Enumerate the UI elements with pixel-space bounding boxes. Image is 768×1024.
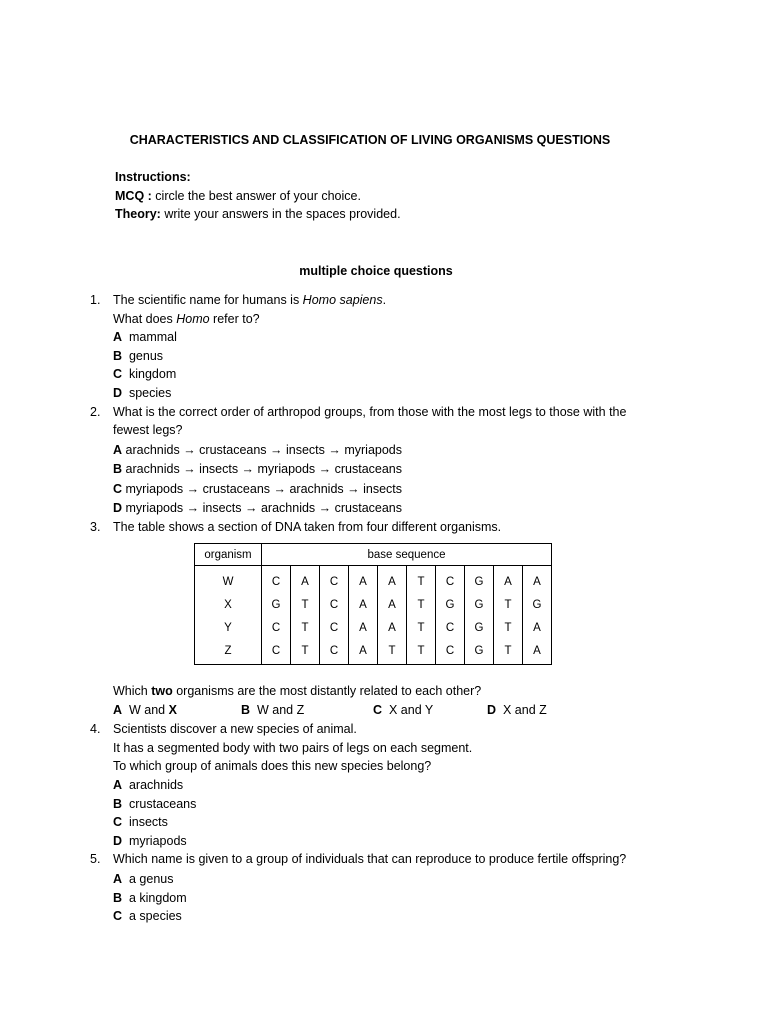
answer-option[interactable] [113,907,182,925]
option-text: myriapods → crustaceans → arachnids → insects [125,482,403,496]
option-text: arachnids → insects → myriapods → crustaceans [125,462,403,476]
option-text: X and Z [502,703,547,717]
base-cell: T [494,639,523,665]
table-row-w [195,566,552,594]
question-text [113,291,386,309]
answer-option[interactable] [113,499,402,517]
base-cell: C [320,639,349,665]
text-fragment: The scientific name for humans is [113,293,303,307]
answer-option[interactable] [113,870,173,888]
answer-option[interactable] [113,795,196,813]
option-letter: A [113,330,123,344]
option-letter: C [113,815,123,829]
answer-option[interactable] [113,328,177,346]
text-fragment: Which [113,684,152,698]
organism-cell: X [195,593,262,616]
option-letter: B [113,349,123,363]
option-text: arachnids → crustaceans → insects → myriapods [125,443,403,457]
section-title: multiple choice questions [299,264,453,278]
option-text: species [128,386,172,400]
answer-option[interactable] [113,701,177,719]
base-cell: A [523,566,552,594]
option-text: X and Y [388,703,434,717]
base-cell: C [436,639,465,665]
option-text: genus [128,349,164,363]
genus-name: Homo [176,312,210,326]
option-letter: B [241,703,251,717]
base-cell: T [291,639,320,665]
instructions-mcq [115,187,361,205]
question-text: Scientists discover a new species of animal. [113,722,357,736]
base-cell: G [262,593,291,616]
answer-option[interactable] [113,347,163,365]
option-text: mammal [128,330,177,344]
answer-option[interactable] [113,832,187,850]
base-cell: T [494,616,523,639]
base-cell: C [320,593,349,616]
question-text [113,310,260,328]
answer-option[interactable] [113,889,187,907]
base-cell: A [494,566,523,594]
page-title: CHARACTERISTICS AND CLASSIFICATION OF LIVING ORGANISMS QUESTIONS [129,133,611,147]
question-text: The table shows a section of DNA taken from four different organisms. [113,520,502,534]
question-text: What is the correct order of arthropod groups, from those with the most legs to those with the [113,405,627,419]
option-text: a species [128,909,182,923]
base-cell: T [407,566,436,594]
option-letter: B [113,891,123,905]
option-letter: C [113,909,123,923]
option-text: a kingdom [128,891,187,905]
base-cell: T [407,593,436,616]
base-cell: T [494,593,523,616]
answer-option[interactable] [113,480,402,498]
table-row-z [195,639,552,665]
base-cell: C [436,566,465,594]
question-number: 4. [90,722,101,736]
answer-option[interactable] [113,460,402,478]
base-cell: C [262,639,291,665]
base-cell: A [349,593,378,616]
base-cell: T [291,616,320,639]
base-cell: G [465,593,494,616]
option-letter: B [113,797,123,811]
option-text-bold: X [168,703,177,717]
question-number: 5. [90,852,101,866]
organism-cell: Y [195,616,262,639]
option-letter: A [113,872,123,886]
option-text: myriapods → insects → arachnids → crustaceans [125,501,403,515]
base-cell: C [262,616,291,639]
base-cell: T [407,616,436,639]
option-letter: B [113,462,123,476]
question-number: 2. [90,405,101,419]
table-row-y [195,616,552,639]
answer-option[interactable] [113,776,183,794]
base-cell: G [436,593,465,616]
base-cell: G [465,639,494,665]
mcq-text: circle the best answer of your choice. [151,189,361,203]
theory-label: Theory: [115,207,161,221]
base-cell: A [349,566,378,594]
base-cell: A [523,639,552,665]
option-text: myriapods [128,834,187,848]
table-row-x [195,593,552,616]
answer-option[interactable] [113,441,402,459]
base-cell: C [320,566,349,594]
option-letter: C [373,703,383,717]
answer-option[interactable] [113,384,171,402]
scientific-name: Homo sapiens [302,293,383,307]
question-text: It has a segmented body with two pairs of legs on each segment. [113,741,473,755]
base-cell: C [320,616,349,639]
header-base-sequence: base sequence [262,544,552,566]
emphasis-two: two [151,684,173,698]
base-cell: G [465,616,494,639]
option-text: kingdom [128,367,177,381]
base-cell: A [291,566,320,594]
mcq-label: MCQ : [115,189,152,203]
base-cell: T [291,593,320,616]
organism-cell: Z [195,639,262,665]
question-number: 3. [90,520,101,534]
option-letter: A [113,703,123,717]
base-cell: A [378,566,407,594]
option-letter: C [113,367,123,381]
question-text [113,682,481,700]
answer-option[interactable] [487,701,547,719]
question-text: To which group of animals does this new species belong? [113,759,432,773]
text-fragment: . [382,293,387,307]
instructions-theory [115,205,401,223]
base-cell: C [436,616,465,639]
option-text: insects [128,815,168,829]
option-text: W and [128,703,169,717]
option-letter: D [113,501,123,515]
base-cell: G [523,593,552,616]
answer-option[interactable] [113,813,168,831]
option-letter: A [113,778,123,792]
text-fragment: What does [113,312,177,326]
option-letter: D [113,386,123,400]
option-letter: C [113,482,123,496]
answer-option[interactable] [113,365,176,383]
text-fragment: organisms are the most distantly related to each other? [172,684,482,698]
base-cell: G [465,566,494,594]
text-fragment: refer to? [209,312,260,326]
instructions-heading: Instructions: [115,170,191,184]
base-cell: A [349,639,378,665]
table-header-row [195,544,552,566]
option-text: crustaceans [128,797,197,811]
base-cell: A [378,616,407,639]
option-text: arachnids [128,778,184,792]
base-cell: T [407,639,436,665]
option-letter: A [113,443,123,457]
header-organism: organism [195,544,262,566]
question-text: fewest legs? [113,423,183,437]
answer-option[interactable] [373,701,433,719]
option-text: a genus [128,872,174,886]
base-cell: A [523,616,552,639]
option-letter: D [487,703,497,717]
option-letter: D [113,834,123,848]
organism-cell: W [195,566,262,594]
answer-option[interactable] [241,701,304,719]
option-text: W and Z [256,703,305,717]
question-number: 1. [90,293,101,307]
base-cell: A [378,593,407,616]
question-text: Which name is given to a group of individuals that can reproduce to produce fertile offspring? [113,852,627,866]
theory-text: write your answers in the spaces provided. [160,207,401,221]
base-cell: T [378,639,407,665]
dna-table [194,543,552,665]
base-cell: A [349,616,378,639]
base-cell: C [262,566,291,594]
